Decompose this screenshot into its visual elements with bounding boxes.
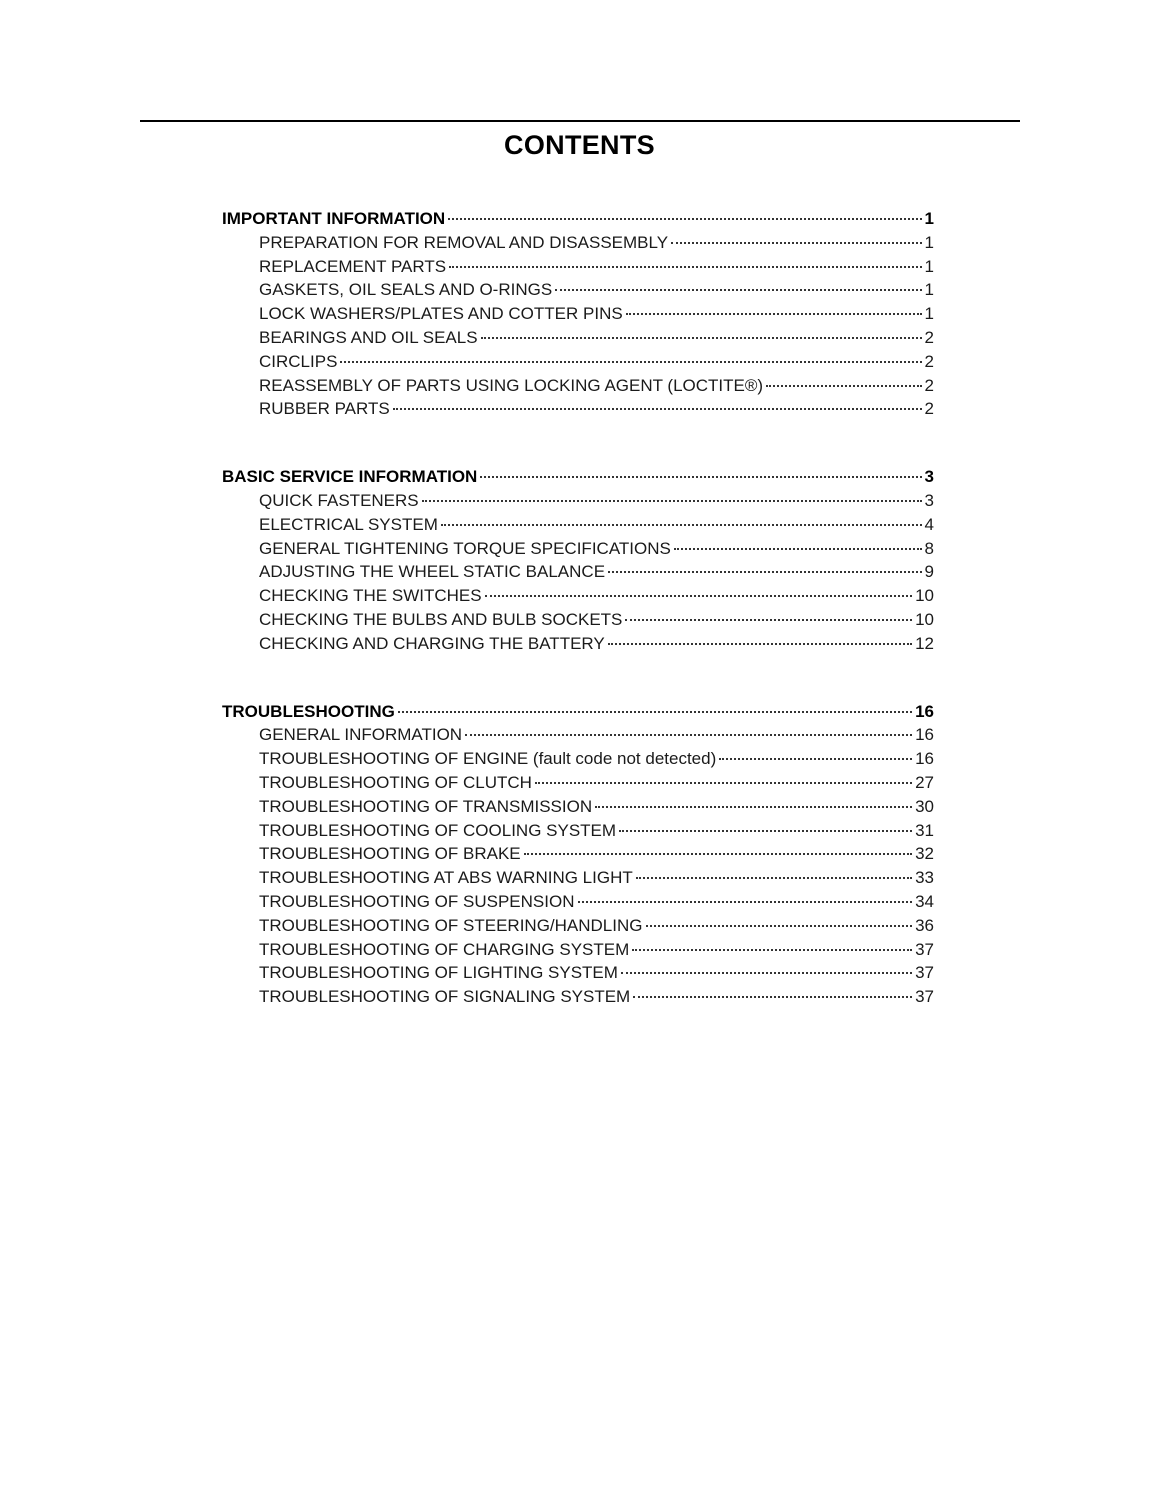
- dot-leader: [619, 830, 912, 832]
- dot-leader: [578, 901, 913, 903]
- dot-leader: [398, 711, 912, 713]
- toc-section-heading[interactable]: [222, 700, 934, 724]
- toc-entry-page-number: 31: [915, 820, 934, 840]
- toc-entry[interactable]: [222, 326, 934, 350]
- dot-leader: [621, 972, 912, 974]
- toc-entry-label: CHECKING THE BULBS AND BULB SOCKETS: [259, 609, 623, 629]
- table-of-contents: [222, 207, 934, 1053]
- toc-entry[interactable]: [222, 819, 934, 843]
- toc-entry[interactable]: [222, 771, 934, 795]
- dot-leader: [465, 734, 912, 736]
- toc-section-heading-label: TROUBLESHOOTING: [222, 701, 395, 721]
- toc-entry-page-number: 10: [915, 609, 934, 629]
- toc-entry[interactable]: [222, 350, 934, 374]
- toc-entry[interactable]: [222, 842, 934, 866]
- toc-section: [222, 700, 934, 1009]
- toc-entry-page-number: 3: [924, 490, 934, 510]
- toc-entry[interactable]: [222, 560, 934, 584]
- toc-entry-label: TROUBLESHOOTING OF TRANSMISSION: [259, 796, 593, 816]
- toc-section-heading[interactable]: [222, 465, 934, 489]
- toc-entry-label: TROUBLESHOOTING AT ABS WARNING LIGHT: [259, 868, 633, 888]
- toc-entry-label: QUICK FASTENERS: [259, 490, 419, 510]
- toc-entry[interactable]: [222, 914, 934, 938]
- toc-entry[interactable]: [222, 723, 934, 747]
- toc-entry[interactable]: [222, 278, 934, 302]
- toc-entry-label: TROUBLESHOOTING OF LIGHTING SYSTEM: [259, 963, 618, 983]
- toc-entry[interactable]: [222, 374, 934, 398]
- dot-leader: [393, 408, 922, 410]
- toc-entry-label: BEARINGS AND OIL SEALS: [259, 327, 478, 347]
- toc-entry-label: GASKETS, OIL SEALS AND O-RINGS: [259, 280, 553, 300]
- toc-entry-label: ELECTRICAL SYSTEM: [259, 514, 438, 534]
- dot-leader: [608, 643, 912, 645]
- dot-leader: [555, 289, 921, 291]
- toc-entry-label: GENERAL TIGHTENING TORQUE SPECIFICATIONS: [259, 538, 671, 558]
- toc-entry-label: TROUBLESHOOTING OF COOLING SYSTEM: [259, 820, 617, 840]
- toc-entry-page-number: 4: [924, 514, 934, 534]
- toc-entry-page-number: 1: [924, 304, 934, 324]
- toc-entry-label: TROUBLESHOOTING OF STEERING/HANDLING: [259, 915, 643, 935]
- toc-entry-page-number: 33: [915, 868, 934, 888]
- toc-entry[interactable]: [222, 302, 934, 326]
- toc-entry-page-number: 8: [924, 538, 934, 558]
- toc-entry-label: CHECKING AND CHARGING THE BATTERY: [259, 633, 605, 653]
- toc-entry-label: PREPARATION FOR REMOVAL AND DISASSEMBLY: [259, 232, 669, 252]
- toc-entry[interactable]: [222, 397, 934, 421]
- toc-entry-label: TROUBLESHOOTING OF SUSPENSION: [259, 891, 575, 911]
- dot-leader: [633, 996, 912, 998]
- toc-entry-page-number: 27: [915, 772, 934, 792]
- toc-entry-label: TROUBLESHOOTING OF CLUTCH: [259, 772, 532, 792]
- toc-entry[interactable]: [222, 231, 934, 255]
- dot-leader: [524, 853, 912, 855]
- toc-entry-label: TROUBLESHOOTING OF BRAKE: [259, 844, 521, 864]
- toc-entry-label: ADJUSTING THE WHEEL STATIC BALANCE: [259, 562, 606, 582]
- dot-leader: [481, 337, 922, 339]
- toc-section-heading-page-number: 3: [924, 467, 934, 487]
- toc-entry-page-number: 16: [915, 749, 934, 769]
- toc-entry-page-number: 32: [915, 844, 934, 864]
- toc-entry-page-number: 37: [915, 963, 934, 983]
- toc-entry-label: RUBBER PARTS: [259, 399, 390, 419]
- dot-leader: [340, 361, 921, 363]
- toc-entry-label: TROUBLESHOOTING OF SIGNALING SYSTEM: [259, 987, 631, 1007]
- toc-entry-label: REPLACEMENT PARTS: [259, 256, 447, 276]
- toc-entry-label: GENERAL INFORMATION: [259, 725, 463, 745]
- toc-entry[interactable]: [222, 608, 934, 632]
- dot-leader: [632, 949, 912, 951]
- toc-entry-label: LOCK WASHERS/PLATES AND COTTER PINS: [259, 304, 623, 324]
- dot-leader: [608, 571, 921, 573]
- toc-entry[interactable]: [222, 747, 934, 771]
- page-title: CONTENTS: [504, 130, 655, 160]
- toc-entry-page-number: 30: [915, 796, 934, 816]
- dot-leader: [625, 619, 912, 621]
- toc-entry[interactable]: [222, 961, 934, 985]
- toc-entry-page-number: 16: [915, 725, 934, 745]
- dot-leader: [636, 877, 912, 879]
- toc-entry[interactable]: [222, 890, 934, 914]
- toc-section-heading-label: BASIC SERVICE INFORMATION: [222, 467, 478, 487]
- toc-entry[interactable]: [222, 795, 934, 819]
- toc-entry[interactable]: [222, 584, 934, 608]
- toc-section: [222, 207, 934, 421]
- dot-leader: [535, 782, 912, 784]
- toc-entry-page-number: 34: [915, 891, 934, 911]
- dot-leader: [671, 242, 922, 244]
- toc-section-heading-page-number: 16: [915, 701, 934, 721]
- toc-entry-page-number: 2: [924, 351, 934, 371]
- dot-leader: [422, 500, 922, 502]
- dot-leader: [646, 925, 913, 927]
- dot-leader: [626, 313, 922, 315]
- toc-entry[interactable]: [222, 489, 934, 513]
- toc-entry-page-number: 9: [924, 562, 934, 582]
- header-rule: [140, 120, 1020, 122]
- toc-entry[interactable]: [222, 985, 934, 1009]
- dot-leader: [595, 806, 912, 808]
- toc-entry[interactable]: [222, 255, 934, 279]
- dot-leader: [449, 266, 921, 268]
- toc-entry-label: CIRCLIPS: [259, 351, 338, 371]
- toc-entry-page-number: 10: [915, 586, 934, 606]
- toc-entry[interactable]: [222, 938, 934, 962]
- toc-entry-page-number: 37: [915, 939, 934, 959]
- toc-entry-page-number: 36: [915, 915, 934, 935]
- toc-entry-page-number: 1: [924, 280, 934, 300]
- toc-entry-label: CHECKING THE SWITCHES: [259, 586, 482, 606]
- toc-entry-label: REASSEMBLY OF PARTS USING LOCKING AGENT (LOCTITE®): [259, 375, 764, 395]
- toc-entry[interactable]: [222, 537, 934, 561]
- toc-entry-page-number: 2: [924, 399, 934, 419]
- toc-entry[interactable]: [222, 866, 934, 890]
- toc-entry-page-number: 37: [915, 987, 934, 1007]
- dot-leader: [674, 548, 922, 550]
- toc-entry-page-number: 2: [924, 327, 934, 347]
- toc-entry-page-number: 1: [924, 256, 934, 276]
- toc-entry-label: TROUBLESHOOTING OF CHARGING SYSTEM: [259, 939, 630, 959]
- toc-entry[interactable]: [222, 513, 934, 537]
- dot-leader: [441, 524, 922, 526]
- dot-leader: [485, 595, 912, 597]
- toc-entry-page-number: 1: [924, 232, 934, 252]
- toc-entry-page-number: 2: [924, 375, 934, 395]
- toc-entry-label: TROUBLESHOOTING OF ENGINE (fault code not detected): [259, 749, 717, 769]
- toc-section-heading[interactable]: [222, 207, 934, 231]
- dot-leader: [448, 218, 921, 220]
- toc-entry-page-number: 12: [915, 633, 934, 653]
- toc-section: [222, 465, 934, 655]
- dot-leader: [766, 385, 921, 387]
- dot-leader: [719, 758, 912, 760]
- dot-leader: [480, 476, 921, 478]
- toc-section-heading-label: IMPORTANT INFORMATION: [222, 209, 446, 228]
- toc-section-heading-page-number: 1: [924, 209, 934, 228]
- toc-entry[interactable]: [222, 632, 934, 656]
